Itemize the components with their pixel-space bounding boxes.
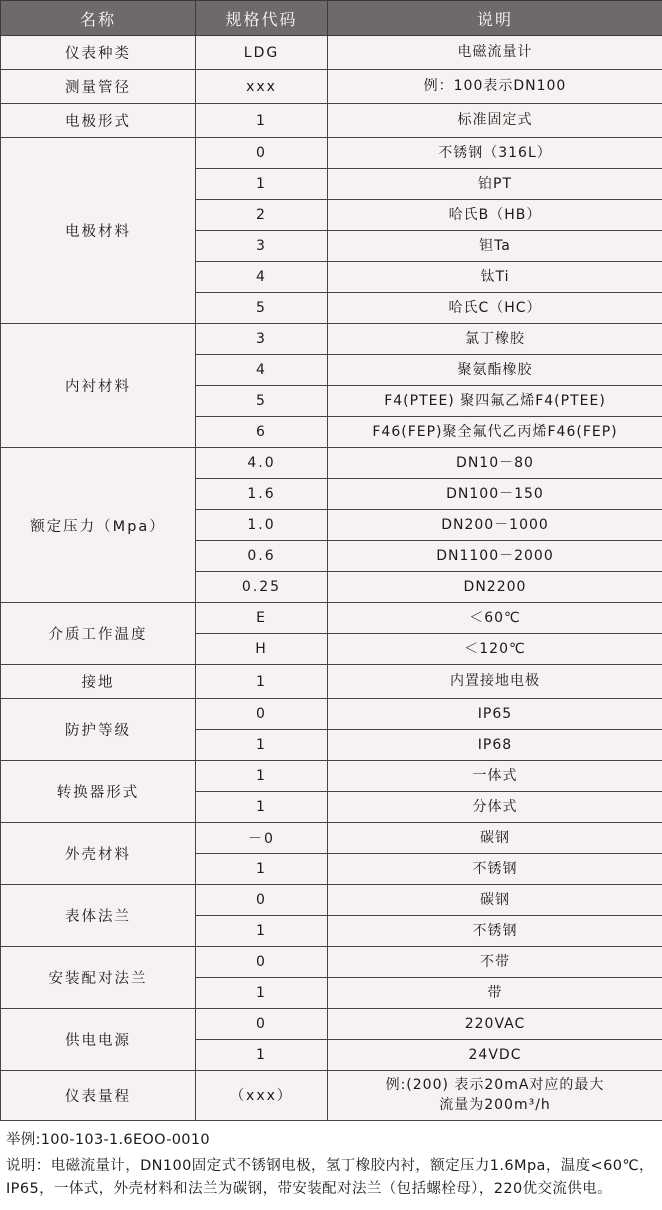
row-description: 哈氏B（HB） bbox=[328, 200, 662, 231]
table-row bbox=[1, 1009, 662, 1040]
row-description: ＜60℃ bbox=[328, 603, 662, 634]
row-name: 外壳材料 bbox=[1, 823, 196, 885]
row-name: 供电电源 bbox=[1, 1009, 196, 1071]
row-description: F46(FEP)聚全氟代乙丙烯F46(FEP) bbox=[328, 417, 662, 448]
row-description: 分体式 bbox=[328, 792, 662, 823]
row-description: 哈氏C（HC） bbox=[328, 293, 662, 324]
table-row bbox=[1, 947, 662, 978]
row-name: 安装配对法兰 bbox=[1, 947, 196, 1009]
row-code: 6 bbox=[196, 417, 328, 448]
row-code: 2 bbox=[196, 200, 328, 231]
example-description: 说明：电磁流量计，DN100固定式不锈钢电极，氢丁橡胶内衬，额定压力1.6Mpa，温度<60℃，IP65，一体式，外壳材料和法兰为碳钢，带安装配对法兰（包括螺栓母），220优交流供电。 bbox=[6, 1155, 656, 1200]
header-row bbox=[1, 1, 662, 36]
row-code: 1.6 bbox=[196, 479, 328, 510]
row-code: 0 bbox=[196, 947, 328, 978]
row-description-line2: 流量为200m³/h bbox=[334, 1095, 656, 1115]
row-code: （xxx） bbox=[196, 1071, 328, 1121]
row-description bbox=[328, 1071, 662, 1121]
header-name: 名称 bbox=[1, 1, 196, 36]
row-description: DN2200 bbox=[328, 572, 662, 603]
row-description: DN100－150 bbox=[328, 479, 662, 510]
row-description: 不锈钢（316L） bbox=[328, 138, 662, 169]
row-code: 0 bbox=[196, 699, 328, 730]
row-description: 不带 bbox=[328, 947, 662, 978]
row-code: 0.6 bbox=[196, 541, 328, 572]
row-description: IP68 bbox=[328, 730, 662, 761]
row-code: 3 bbox=[196, 231, 328, 262]
notes-section bbox=[0, 1121, 662, 1210]
row-description: ＜120℃ bbox=[328, 634, 662, 665]
row-description: 带 bbox=[328, 978, 662, 1009]
row-description: DN1100－2000 bbox=[328, 541, 662, 572]
row-description: 钽Ta bbox=[328, 231, 662, 262]
row-code: LDG bbox=[196, 36, 328, 70]
row-code: 1 bbox=[196, 1040, 328, 1071]
row-code: 1.0 bbox=[196, 510, 328, 541]
row-code: 4 bbox=[196, 262, 328, 293]
row-description: 标准固定式 bbox=[328, 104, 662, 138]
row-name: 防护等级 bbox=[1, 699, 196, 761]
table-row bbox=[1, 665, 662, 699]
row-name: 内衬材料 bbox=[1, 324, 196, 448]
row-description: 例：100表示DN100 bbox=[328, 70, 662, 104]
table-row bbox=[1, 104, 662, 138]
row-code: 0.25 bbox=[196, 572, 328, 603]
row-code: 4.0 bbox=[196, 448, 328, 479]
table-row bbox=[1, 761, 662, 792]
row-name: 测量管径 bbox=[1, 70, 196, 104]
table-row bbox=[1, 823, 662, 854]
row-name: 转换器形式 bbox=[1, 761, 196, 823]
row-code: 1 bbox=[196, 916, 328, 947]
table-row bbox=[1, 603, 662, 634]
row-description: DN10－80 bbox=[328, 448, 662, 479]
table-row bbox=[1, 1071, 662, 1121]
table-row bbox=[1, 324, 662, 355]
row-description: 氯丁橡胶 bbox=[328, 324, 662, 355]
row-name: 接地 bbox=[1, 665, 196, 699]
row-description: 不锈钢 bbox=[328, 916, 662, 947]
row-code: 0 bbox=[196, 885, 328, 916]
row-description: 钛Ti bbox=[328, 262, 662, 293]
row-description: 碳钢 bbox=[328, 885, 662, 916]
row-code: 1 bbox=[196, 761, 328, 792]
row-name: 仪表种类 bbox=[1, 36, 196, 70]
row-code: 1 bbox=[196, 792, 328, 823]
row-code: 1 bbox=[196, 665, 328, 699]
row-description: 24VDC bbox=[328, 1040, 662, 1071]
row-description-line1: 例:(200) 表示20mA对应的最大 bbox=[334, 1075, 656, 1095]
row-code: 1 bbox=[196, 730, 328, 761]
row-description: 220VAC bbox=[328, 1009, 662, 1040]
row-description: DN200－1000 bbox=[328, 510, 662, 541]
row-description: 不锈钢 bbox=[328, 854, 662, 885]
row-code: 5 bbox=[196, 293, 328, 324]
row-code: －0 bbox=[196, 823, 328, 854]
header-description: 说明 bbox=[328, 1, 662, 36]
table-row bbox=[1, 699, 662, 730]
row-description: 内置接地电极 bbox=[328, 665, 662, 699]
table-row bbox=[1, 70, 662, 104]
row-name: 电极材料 bbox=[1, 138, 196, 324]
row-name: 仪表量程 bbox=[1, 1071, 196, 1121]
row-code: 0 bbox=[196, 138, 328, 169]
row-description: 碳钢 bbox=[328, 823, 662, 854]
row-description: 铂PT bbox=[328, 169, 662, 200]
row-code: 0 bbox=[196, 1009, 328, 1040]
row-code: 1 bbox=[196, 104, 328, 138]
row-description: 聚氨酯橡胶 bbox=[328, 355, 662, 386]
table-row bbox=[1, 36, 662, 70]
row-code: 1 bbox=[196, 978, 328, 1009]
row-code: xxx bbox=[196, 70, 328, 104]
row-code: 5 bbox=[196, 386, 328, 417]
table-row bbox=[1, 448, 662, 479]
table-row bbox=[1, 885, 662, 916]
row-code: 3 bbox=[196, 324, 328, 355]
row-description: IP65 bbox=[328, 699, 662, 730]
row-name: 表体法兰 bbox=[1, 885, 196, 947]
row-code: 4 bbox=[196, 355, 328, 386]
table-header bbox=[1, 1, 662, 36]
example-code: 举例:100-103-1.6EOO-0010 bbox=[6, 1129, 656, 1151]
header-code: 规格代码 bbox=[196, 1, 328, 36]
row-name: 介质工作温度 bbox=[1, 603, 196, 665]
row-code: H bbox=[196, 634, 328, 665]
row-name: 电极形式 bbox=[1, 104, 196, 138]
row-code: E bbox=[196, 603, 328, 634]
table-row bbox=[1, 138, 662, 169]
row-code: 1 bbox=[196, 169, 328, 200]
row-code: 1 bbox=[196, 854, 328, 885]
row-description: F4(PTEE) 聚四氟乙烯F4(PTEE) bbox=[328, 386, 662, 417]
row-description: 电磁流量计 bbox=[328, 36, 662, 70]
row-description: 一体式 bbox=[328, 761, 662, 792]
table-body bbox=[1, 36, 662, 1121]
row-name: 额定压力（Mpa） bbox=[1, 448, 196, 603]
